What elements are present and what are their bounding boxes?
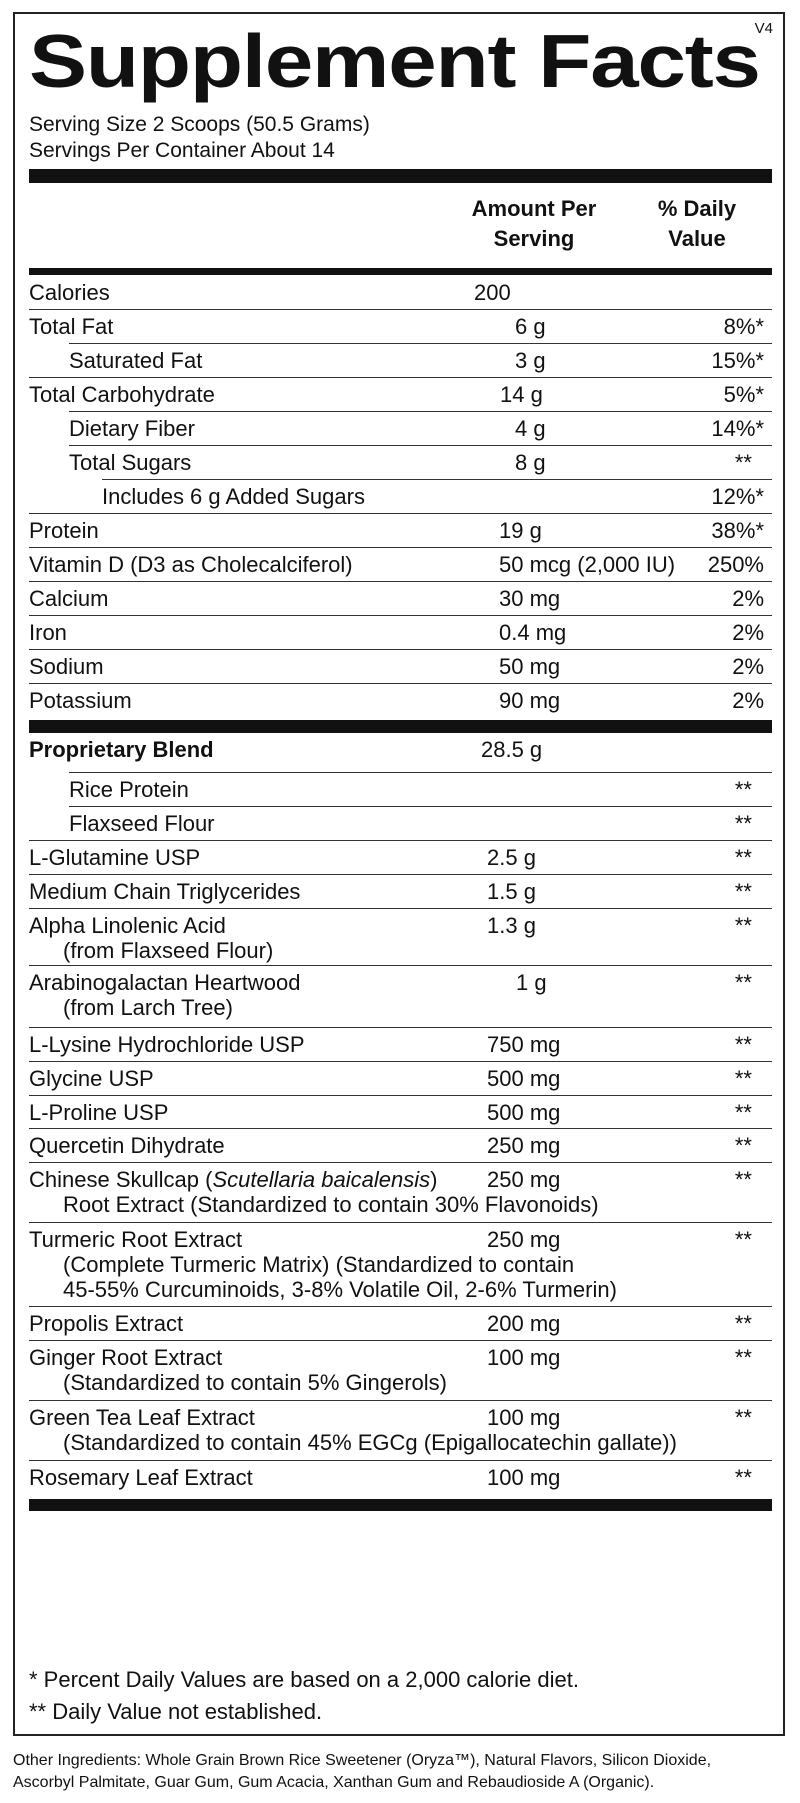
ingredient-name: L-Lysine Hydrochloride USP bbox=[29, 1032, 305, 1057]
ingredient-name: Alpha Linolenic Acid bbox=[29, 913, 226, 938]
ingredient-name: Quercetin Dihydrate bbox=[29, 1133, 225, 1158]
table-row-alpha-linolenic-acid bbox=[29, 909, 772, 966]
amount-per-serving: 1.3 g bbox=[487, 913, 536, 938]
amount-header: Amount Per Serving bbox=[471, 196, 597, 251]
supplement-facts-panel bbox=[13, 12, 785, 1736]
table-row-total-fat bbox=[29, 310, 772, 344]
ingredient-name: L-Glutamine USP bbox=[29, 845, 201, 870]
ingredient-name: Total Carbohydrate bbox=[29, 382, 215, 407]
table-row-potassium bbox=[29, 684, 772, 720]
ingredient-name: Vitamin D (D3 as Cholecalciferol) bbox=[29, 552, 353, 577]
ingredient-name: Propolis Extract bbox=[29, 1311, 184, 1336]
ingredient-detail: (Standardized to contain 45% EGCg (Epigallocatechin gallate)) bbox=[63, 1430, 677, 1455]
daily-value: 8%* bbox=[723, 314, 764, 339]
table-row-arabinogalactan-heartwood bbox=[29, 966, 772, 1028]
ingredient-name: Medium Chain Triglycerides bbox=[29, 879, 301, 904]
daily-value: 12%* bbox=[711, 484, 764, 509]
ingredient-name: Iron bbox=[29, 620, 67, 645]
table-row-chinese-skullcap-scutellaria-baicalensis bbox=[29, 1163, 772, 1223]
amount-per-serving: 90 mg bbox=[499, 688, 561, 713]
serving-size: Serving Size 2 Scoops (50.5 Grams) bbox=[29, 113, 370, 136]
daily-value: 14%* bbox=[711, 416, 764, 441]
ingredient-name: Calories bbox=[29, 280, 110, 305]
amount-per-serving: 2.5 g bbox=[487, 845, 536, 870]
thick-divider bbox=[29, 720, 772, 733]
daily-value: ** bbox=[734, 1032, 752, 1057]
amount-per-serving: 6 g bbox=[515, 314, 546, 339]
table-row-medium-chain-triglycerides bbox=[29, 875, 772, 909]
table-row-green-tea-leaf-extract bbox=[29, 1401, 772, 1461]
amount-per-serving: 100 mg bbox=[487, 1465, 561, 1490]
amount-per-serving: 200 bbox=[474, 280, 511, 305]
table-row-l-glutamine-usp bbox=[29, 841, 772, 875]
facts-table bbox=[29, 276, 772, 1511]
daily-value: ** bbox=[734, 450, 752, 475]
table-row-propolis-extract bbox=[29, 1307, 772, 1341]
ingredient-name: Proprietary Blend bbox=[29, 737, 214, 762]
ingredient-name: Glycine USP bbox=[29, 1066, 154, 1091]
version-label: V4 bbox=[754, 20, 773, 37]
ingredient-name: Rice Protein bbox=[69, 777, 189, 802]
ingredient-name: Turmeric Root Extract bbox=[29, 1227, 243, 1252]
table-row-turmeric-root-extract bbox=[29, 1223, 772, 1307]
amount-per-serving: 14 g bbox=[500, 382, 543, 407]
amount-per-serving: 200 mg bbox=[487, 1311, 561, 1336]
servings-per-container: Servings Per Container About 14 bbox=[29, 139, 335, 162]
ingredient-name: Total Sugars bbox=[69, 450, 192, 475]
daily-value: ** bbox=[734, 1100, 752, 1125]
table-row-l-proline-usp bbox=[29, 1096, 772, 1129]
header-divider bbox=[29, 268, 772, 275]
daily-value: ** bbox=[734, 1405, 752, 1430]
table-row-vitamin-d-d3-as-cholecalciferol bbox=[29, 548, 772, 582]
table-row-ginger-root-extract bbox=[29, 1341, 772, 1401]
ingredient-detail: (Standardized to contain 5% Gingerols) bbox=[63, 1370, 447, 1395]
daily-value: ** bbox=[734, 1167, 752, 1192]
daily-value: ** bbox=[734, 1345, 752, 1370]
amount-per-serving: 500 mg bbox=[487, 1066, 561, 1091]
daily-value: ** bbox=[734, 970, 752, 995]
table-row-proprietary-blend bbox=[29, 733, 772, 773]
amount-per-serving: 500 mg bbox=[487, 1100, 561, 1125]
amount-per-serving: 28.5 g bbox=[481, 737, 543, 762]
ingredient-detail: (from Larch Tree) bbox=[63, 995, 233, 1020]
daily-value: ** bbox=[734, 845, 752, 870]
ingredient-detail: Root Extract (Standardized to contain 30% Flavonoids) bbox=[63, 1192, 599, 1217]
thick-divider bbox=[29, 1499, 772, 1511]
daily-value: 2% bbox=[732, 688, 764, 713]
ingredient-name: Dietary Fiber bbox=[69, 416, 195, 441]
amount-per-serving: 250 mg bbox=[487, 1133, 561, 1158]
amount-per-serving: 30 mg bbox=[499, 586, 561, 611]
amount-per-serving: 8 g bbox=[515, 450, 546, 475]
daily-value: ** bbox=[734, 879, 752, 904]
ingredient-name: L-Proline USP bbox=[29, 1100, 169, 1125]
other-ingredients: Other Ingredients: Whole Grain Brown Rice Sweetener (Oryza™), Natural Flavors, Silicon Dioxide, Ascorbyl Palmitate, Guar Gum, Gum Acacia, Xanthan Gum and Rebaudioside A (Organic). bbox=[13, 1752, 712, 1791]
table-row-rice-protein bbox=[29, 773, 772, 807]
footnote-percent-dv: * Percent Daily Values are based on a 2,000 calorie diet. bbox=[29, 1667, 579, 1692]
table-row-iron bbox=[29, 616, 772, 650]
amount-per-serving: 4 g bbox=[515, 416, 546, 441]
ingredient-name: Sodium bbox=[29, 654, 104, 679]
amount-per-serving: 50 mg bbox=[499, 654, 561, 679]
table-row-flaxseed-flour bbox=[29, 807, 772, 841]
ingredient-detail: (from Flaxseed Flour) bbox=[63, 938, 274, 963]
table-row-total-carbohydrate bbox=[29, 378, 772, 412]
table-row-rosemary-leaf-extract bbox=[29, 1461, 772, 1499]
column-header bbox=[29, 194, 772, 264]
table-row-dietary-fiber bbox=[29, 412, 772, 446]
ingredient-name: Ginger Root Extract bbox=[29, 1345, 223, 1370]
table-row-calories bbox=[29, 276, 772, 310]
amount-per-serving: 1 g bbox=[516, 970, 547, 995]
daily-value: 2% bbox=[732, 586, 764, 611]
daily-value: ** bbox=[734, 811, 752, 836]
table-row-total-sugars bbox=[29, 446, 772, 480]
amount-per-serving: 250 mg bbox=[487, 1227, 561, 1252]
table-row-sodium bbox=[29, 650, 772, 684]
daily-value-header: % Daily Value bbox=[657, 196, 737, 251]
daily-value: ** bbox=[734, 777, 752, 802]
ingredient-name: Includes 6 g Added Sugars bbox=[102, 484, 365, 509]
daily-value: ** bbox=[734, 1227, 752, 1252]
ingredient-detail: (Complete Turmeric Matrix) (Standardized to contain bbox=[63, 1252, 575, 1277]
ingredient-name: Chinese Skullcap (Scutellaria baicalensis) bbox=[29, 1167, 438, 1192]
amount-per-serving: 1.5 g bbox=[487, 879, 536, 904]
ingredient-name: Calcium bbox=[29, 586, 109, 611]
table-row-glycine-usp bbox=[29, 1062, 772, 1096]
daily-value: 250% bbox=[707, 552, 764, 577]
amount-per-serving: 750 mg bbox=[487, 1032, 561, 1057]
daily-value: ** bbox=[734, 1311, 752, 1336]
amount-per-serving: 19 g bbox=[499, 518, 542, 543]
amount-per-serving: 0.4 mg bbox=[499, 620, 567, 645]
ingredient-name: Total Fat bbox=[29, 314, 114, 339]
amount-per-serving: 3 g bbox=[515, 348, 546, 373]
daily-value: ** bbox=[734, 1465, 752, 1490]
table-row-protein bbox=[29, 514, 772, 548]
daily-value: 15%* bbox=[711, 348, 764, 373]
ingredient-name: Flaxseed Flour bbox=[69, 811, 215, 836]
ingredient-name: Saturated Fat bbox=[69, 348, 203, 373]
amount-per-serving: 250 mg bbox=[487, 1167, 561, 1192]
daily-value: ** bbox=[734, 913, 752, 938]
amount-per-serving: 50 mcg (2,000 IU) bbox=[499, 552, 676, 577]
serving-info bbox=[29, 112, 370, 164]
table-row-includes-6-g-added-sugars bbox=[29, 480, 772, 514]
ingredient-name: Protein bbox=[29, 518, 99, 543]
amount-per-serving: 100 mg bbox=[487, 1405, 561, 1430]
table-row-calcium bbox=[29, 582, 772, 616]
ingredient-name: Arabinogalactan Heartwood bbox=[29, 970, 301, 995]
daily-value: ** bbox=[734, 1066, 752, 1091]
panel-title: Supplement Facts bbox=[29, 19, 760, 103]
table-row-quercetin-dihydrate bbox=[29, 1129, 772, 1163]
ingredient-detail: 45-55% Curcuminoids, 3-8% Volatile Oil, 2-6% Turmerin) bbox=[63, 1277, 617, 1302]
daily-value: 38%* bbox=[711, 518, 764, 543]
table-row-saturated-fat bbox=[29, 344, 772, 378]
daily-value: 2% bbox=[732, 654, 764, 679]
daily-value: ** bbox=[734, 1133, 752, 1158]
daily-value: 5%* bbox=[723, 382, 764, 407]
amount-per-serving: 100 mg bbox=[487, 1345, 561, 1370]
table-row-l-lysine-hydrochloride-usp bbox=[29, 1028, 772, 1062]
ingredient-name: Potassium bbox=[29, 688, 132, 713]
thick-divider bbox=[29, 169, 772, 183]
footnote-dv-not-established: ** Daily Value not established. bbox=[29, 1699, 323, 1724]
ingredient-name: Rosemary Leaf Extract bbox=[29, 1465, 253, 1490]
daily-value: 2% bbox=[732, 620, 764, 645]
ingredient-name: Green Tea Leaf Extract bbox=[29, 1405, 255, 1430]
